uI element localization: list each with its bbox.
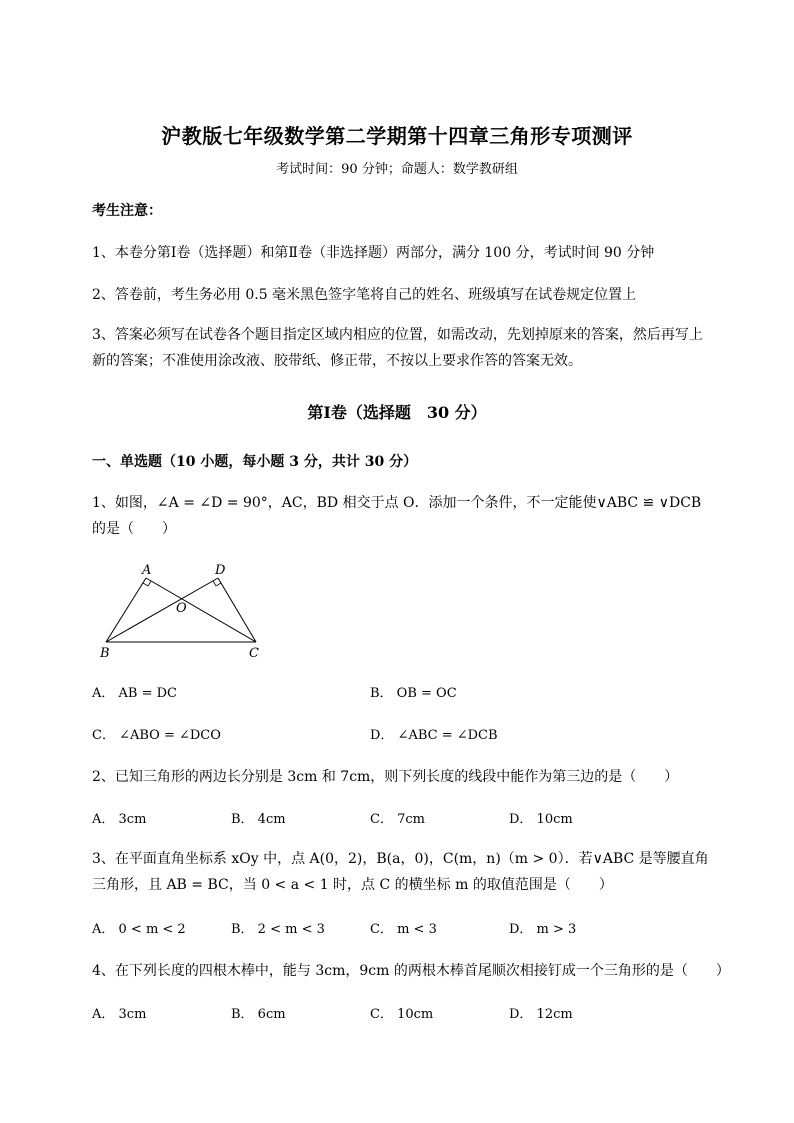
option-a: A． 0 < m < 2 [92,922,186,937]
section-title: 第Ⅰ卷（选择题 30 分） [307,403,487,422]
question-stem: 2、已知三角形的两边长分别是 3cm 和 7cm，则下列长度的线段中能作为第三边的是（ ） [92,769,679,785]
option-a: A． 3cm [92,1007,147,1022]
question-stem: 4、在下列长度的四根木棒中，能与 3cm，9cm 的两根木棒首尾顺次相接钉成一个三角形的是（ ） [92,963,730,979]
triangle-figure [96,560,266,660]
option-d: D． ∠ABC = ∠DCB [370,728,498,743]
question-stem: 1、如图，∠A = ∠D = 90°，AC，BD 相交于点 O．添加一个条件，不一定能使∨ABC ≌ ∨DCB 的是（ ） [92,495,702,537]
option-c: C． ∠ABO = ∠DCO [92,728,221,743]
notice-heading: 考生注意： [92,203,162,219]
label-b: B [100,646,110,660]
label-o: O [176,601,187,616]
question-stem: 3、在平面直角坐标系 xOy 中，点 A(0，2)，B(a，0)，C(m，n)（m > 0）．若∨ABC 是等腰直角三角形，且 AB = BC，当 0 < a < 1 时，点 C 的横坐标 m 的取值范围是（ ） [92,851,709,893]
part-heading: 一、单选题（10 小题，每小题 3 分，共计 30 分） [92,454,418,470]
figure-line [106,578,146,642]
notice-item: 1、本卷分第Ⅰ卷（选择题）和第Ⅱ卷（非选择题）两部分，满分 100 分，考试时间 90 分钟 [92,245,655,261]
exam-title: 沪教版七年级数学第二学期第十四章三角形专项测评 [161,124,633,148]
option-d: D． 10cm [509,812,573,827]
figure-line [218,578,256,642]
option-d: D． 12cm [509,1007,573,1022]
option-b: B． OB = OC [370,686,457,701]
option-a: A． AB = DC [92,686,177,701]
option-b: B． 2 < m < 3 [231,922,325,937]
option-b: B． 4cm [231,812,286,827]
label-a: A [142,563,152,578]
option-c: C． 10cm [370,1007,434,1022]
label-d: D [215,563,226,578]
option-a: A． 3cm [92,812,147,827]
option-d: D． m > 3 [509,922,577,937]
notice-item: 2、答卷前，考生务必用 0.5 毫米黑色签字笔将自己的姓名、班级填写在试卷规定位置上 [92,287,637,303]
option-b: B． 6cm [231,1007,286,1022]
label-c: C [249,646,259,660]
notice-item: 3、答案必须写在试卷各个题目指定区域内相应的位置，如需改动，先划掉原来的答案，然后再写上新的答案；不准使用涂改液、胶带纸、修正带，不按以上要求作答的答案无效。 [92,327,703,369]
exam-subtitle: 考试时间：90 分钟；命题人：数学教研组 [276,162,518,177]
option-c: C． 7cm [370,812,425,827]
option-c: C． m < 3 [370,922,437,937]
